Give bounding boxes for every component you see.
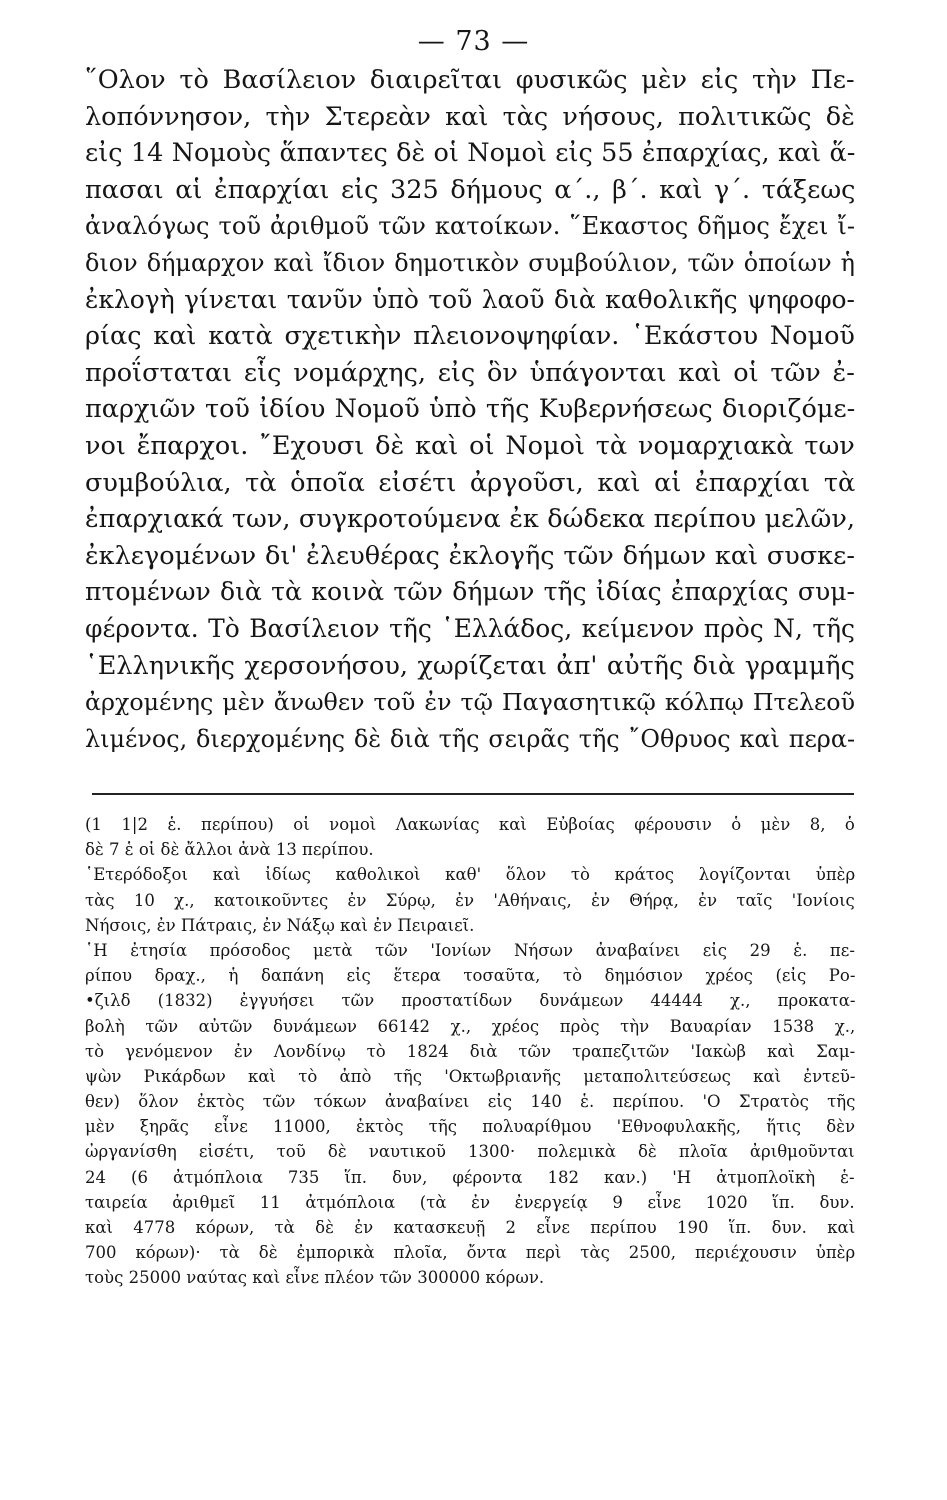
text-line: διον δήμαρχον καὶ ἴδιον δημοτικὸν συμβούλιον, τῶν ὁποίων ἡ <box>85 248 855 277</box>
footnote-line: •ζιλδ (1832) ἐγγυήσει τῶν προστατίδων δυνάμεων 44444 χ., προκατα- <box>85 991 856 1011</box>
text-line: ἐπαρχιακά των, συγκροτούμενα ἐκ δώδεκα περίπου μελῶν, <box>85 504 855 535</box>
footnote-line: τοὺς 25000 ναύτας καὶ εἶνε πλέον τῶν 300000 κόρων. <box>85 1268 545 1288</box>
footnote-line: ρίπου δραχ., ἡ δαπάνη εἰς ἕτερα τοσαῦτα, τὸ δημόσιον χρέος (εἰς Ρο- <box>85 966 856 986</box>
footnote-line: τὰς 10 χ., κατοικοῦντες ἐν Σύρῳ, ἐν 'Αθήναις, ἐν Θήρᾳ, ἐν ταῖς 'Ιονίοις <box>85 890 855 910</box>
text-line: φέροντα. Τὸ Βασίλειον τῆς ῾Ελλάδος, κείμενον πρὸς Ν, τῆς <box>85 613 855 643</box>
text-line: πτομένων διὰ τὰ κοινὰ τῶν δήμων τῆς ἰδίας ἐπαρχίας συμ- <box>85 577 855 607</box>
text-line: ῾Ελληνικῆς χερσονήσου, χωρίζεται ἀπ' αὐτῆς διὰ γραμμῆς <box>85 650 855 681</box>
footnote-line: θεν) ὅλον ἐκτὸς τῶν τόκων ἀναβαίνει εἰς 140 ἑ. περίπου. 'Ο Στρατὸς τῆς <box>85 1092 856 1112</box>
text-line: ἐκλεγομένων δι' ἐλευθέρας ἐκλογῆς τῶν δήμων καὶ συσκε- <box>85 540 855 571</box>
footnote-line: ῾Η ἐτησία πρόσοδος μετὰ τῶν 'Ιονίων Νήσων ἀναβαίνει εἰς 29 ἑ. πε- <box>85 940 855 960</box>
footnote-line: μὲν ξηρᾶς εἶνε 11000, ἐκτὸς τῆς πολυαρίθμου 'Εθνοφυλακῆς, ἥτις δὲν <box>85 1117 856 1137</box>
text-line: νοι ἔπαρχοι. ῎Εχουσι δὲ καὶ οἱ Νομοὶ τὰ νομαρχιακὰ των <box>85 430 855 461</box>
text-line: ρίας καὶ κατὰ σχετικὴν πλειονοψηφίαν. ῾Εκάστου Νομοῦ <box>85 321 855 352</box>
footnote-line: (1 1|2 ἑ. περίπου) οἱ νομοὶ Λακωνίας καὶ Εὐβοίας φέρουσιν ὁ μὲν 8, ὁ <box>85 815 855 834</box>
text-line: ῞Ολον τὸ Βασίλειον διαιρεῖται φυσικῶς μὲν εἰς τὴν Πε- <box>85 65 855 95</box>
footnote-line: 700 κόρων)· τὰ δὲ ἐμπορικὰ πλοῖα, ὄντα περὶ τὰς 2500, περιέχουσιν ὑπὲρ <box>85 1243 856 1263</box>
text-line: πασαι αἱ ἐπαρχίαι εἰς 325 δήμους α΄., β΄. καὶ γ΄. τάξεως <box>85 174 856 205</box>
text-line: συμβούλια, τὰ ὁποῖα εἰσέτι ἀργοῦσι, καὶ αἱ ἐπαρχίαι τὰ <box>85 467 856 498</box>
footnote-line: βολὴ τῶν αὐτῶν δυνάμεων 66142 χ., χρέος πρὸς τὴν Βαυαρίαν 1538 χ., <box>85 1016 856 1036</box>
text-line: λοπόννησον, τὴν Στερεὰν καὶ τὰς νήσους, πολιτικῶς δὲ <box>85 101 855 132</box>
footnote-line: ταιρεία ἀριθμεῖ 11 ἀτμόπλοια (τὰ ἐν ἐνεργείᾳ 9 εἶνε 1020 ἵπ. δυν. <box>85 1192 855 1212</box>
footnote-line: Νήσοις, ἐν Πάτραις, ἐν Νάξῳ καὶ ἐν Πειραιεῖ. <box>85 915 475 935</box>
page-number: — 73 — <box>417 26 530 57</box>
text-line: προΐσταται εἷς νομάρχης, εἰς ὃν ὑπάγονται καὶ οἱ τῶν ἐ- <box>85 357 855 388</box>
text-line: λιμένος, διερχομένης δὲ διὰ τῆς σειρᾶς τῆς ῎Οθρυος καὶ περα- <box>85 724 855 753</box>
footnote-line: καὶ 4778 κόρων, τὰ δὲ ἐν κατασκευῇ 2 εἶνε περίπου 190 ἵπ. δυν. καὶ <box>85 1218 856 1237</box>
main-text <box>85 62 855 757</box>
footnote <box>85 812 855 1291</box>
text-line: ἐκλογὴ γίνεται τανῦν ὑπὸ τοῦ λαοῦ διὰ καθολικῆς ψηφοφο- <box>85 284 855 314</box>
footnote-line: 24 (6 ἀτμόπλοια 735 ἵπ. δυν, φέροντα 182 καν.) 'Η ἀτμοπλοϊκὴ ἑ- <box>85 1167 855 1187</box>
text-line: παρχιῶν τοῦ ἰδίου Νομοῦ ὑπὸ τῆς Κυβερνήσεως διοριζόμε- <box>85 394 856 425</box>
footnote-line: τὸ γενόμενον ἐν Λονδίνῳ τὸ 1824 διὰ τῶν τραπεζιτῶν 'Ιακὼβ καὶ Σαμ- <box>85 1041 856 1061</box>
footnote-divider <box>92 793 854 795</box>
text-line: ἀναλόγως τοῦ ἀριθμοῦ τῶν κατοίκων. ῞Εκαστος δῆμος ἔχει ἴ- <box>85 212 855 241</box>
text-line: εἰς 14 Νομοὺς ἅπαντες δὲ οἱ Νομοὶ εἰς 55 ἐπαρχίας, καὶ ἅ- <box>85 138 856 169</box>
text-line: ἀρχομένης μὲν ἄνωθεν τοῦ ἐν τῷ Παγασητικῷ κόλπῳ Πτελεοῦ <box>85 688 855 717</box>
footnote-line: ῾Ετερόδοξοι καὶ ἰδίως καθολικοὶ καθ' ὅλον τὸ κράτος λογίζονται ὑπὲρ <box>85 865 856 885</box>
footnote-line: ὠργανίσθη εἰσέτι, τοῦ δὲ ναυτικοῦ 1300· πολεμικὰ δὲ πλοῖα ἀριθμοῦνται <box>85 1142 855 1162</box>
footnote-line: δὲ 7 ἑ οἱ δὲ ἄλλοι ἀνὰ 13 περίπου. <box>85 840 374 860</box>
footnote-line: ψὼν Ρικάρδων καὶ τὸ ἀπὸ τῆς 'Οκτωβριανῆς μεταπολιτεύσεως καὶ ἐντεῦ- <box>85 1066 856 1086</box>
